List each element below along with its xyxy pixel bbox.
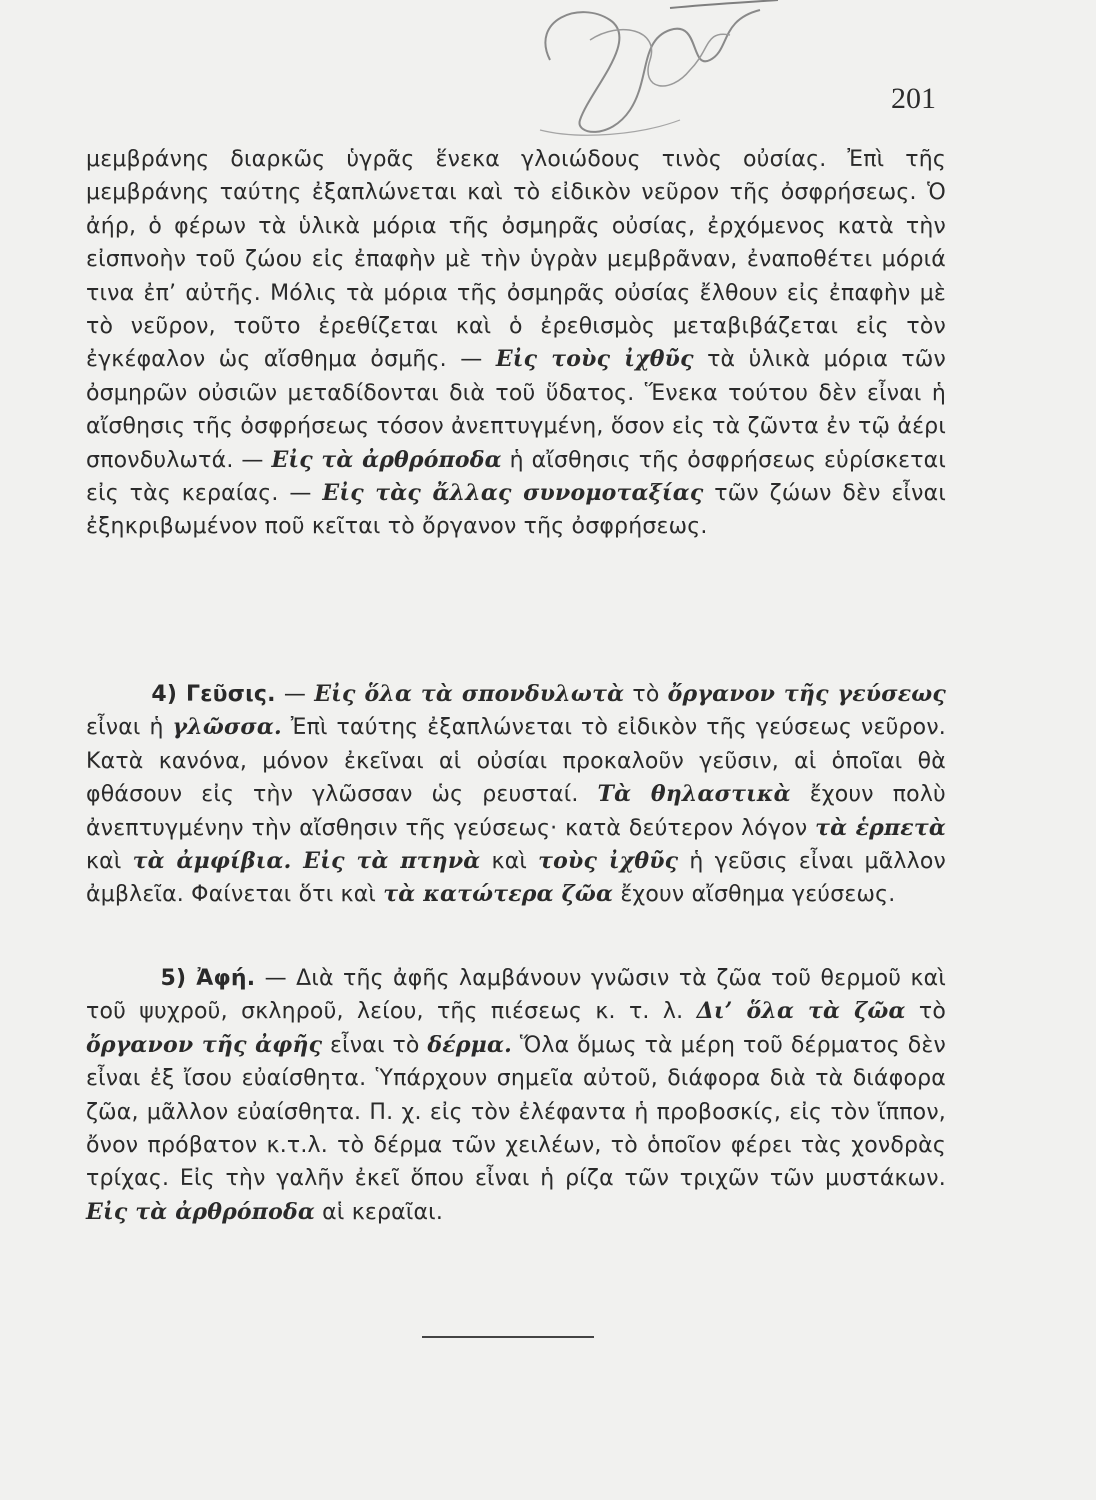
emphasis: Εἰς τὰ ἀρθρόποδα [86, 1198, 315, 1225]
text: μεμβράνης διαρκῶς ὑγρᾶς ἕνεκα γλοιώδους τινὸς οὐσίας. Ἐπὶ τῆς μεμβράνης ταύτης ἐξαπλώνεται καὶ τὸ εἰδικὸν νεῦρον τῆς ὀσφρήσεως. Ὁ ἀήρ, ὁ φέρων τὰ ὑλικὰ μόρια τῆς ὀσμηρᾶς οὐσίας, ἐρχόμενος κατὰ τὴν εἰσπνοὴν τοῦ ζώου εἰς ἐπαφὴν μὲ τὴν ὑγρὰν μεμβρᾶναν, ἐναποθέτει μόριά τινα ἐπ’ αὐτῆς. Μόλις τὰ μόρια τῆς ὀσμηρᾶς οὐσίας ἔλθουν εἰς ἐπαφὴν μὲ τὸ νεῦρον, τοῦτο ἐρεθίζεται καὶ ὁ ἐρεθισμὸς μεταβιβάζεται εἰς τὸν ἐγκέφαλον ὡς αἴσθημα ὀσμῆς. — [86, 147, 946, 373]
emphasis: ὄργανον τῆς ἀφῆς [86, 1031, 323, 1058]
section-heading: 5) Ἀφή. [160, 966, 256, 991]
emphasis: Εἰς ὅλα τὰ σπονδυλωτὰ [314, 681, 625, 707]
emphasis: Δι’ ὅλα τὰ ζῶα [696, 998, 906, 1025]
emphasis: Τὰ θηλαστικὰ [597, 781, 791, 808]
emphasis: τοὺς ἰχθῦς [538, 848, 679, 875]
text: — Διὰ τῆς ἀφῆς λαμβάνουν γνῶσιν τὰ ζῶα τοῦ θερμοῦ καὶ τοῦ ψυχροῦ, σκληροῦ, λείου, τῆς πιέσεως κ. τ. λ. [86, 966, 946, 1025]
emphasis: ὄργανον τῆς γεύσεως [667, 681, 947, 707]
text: καὶ [86, 849, 133, 875]
emphasis: Εἰς τὰ ἀρθρόποδα [271, 446, 502, 473]
text: — [275, 682, 315, 707]
text: τὰ ὑλικὰ μόρια τῶν ὀσμηρῶν οὐσιῶν μεταδίδονται διὰ τοῦ ὕδατος. Ἕνεκα τούτου δὲν εἶναι ἡ αἴσθησις τῆς ὀσφρήσεως τόσον ἀνεπτυγμένη, ὅσον εἰς τὰ ζῶντα ἐν τῷ ἀέρι σπονδυλωτά. — [86, 347, 946, 473]
emphasis: τὰ ἑρπετὰ [815, 814, 946, 841]
emphasis: Εἰς τοὺς ἰχθῦς [495, 346, 694, 373]
text: εἶναι ἡ [86, 715, 173, 741]
text: ἡ αἴσθησις τῆς ὀσφρήσεως εὑρίσκεται εἰς τὰς κεραίας. — [86, 447, 946, 507]
emphasis: τὰ ἀμφίβια. Εἰς τὰ πτηνὰ [132, 848, 481, 875]
text: καὶ [480, 849, 539, 875]
text: ἔχουν αἴσθημα γεύσεως. [613, 882, 896, 908]
text: Ἐπὶ ταύτης ἐξαπλώνεται τὸ εἰδικὸν τῆς γεύσεως νεῦρον. Κατὰ κανόνα, μόνον ἐκεῖναι αἱ οὐσίαι προκαλοῦν γεῦσιν, αἱ ὁποῖαι θὰ φθάσουν εἰς τὴν γλῶσσαν ὡς ρευσταί. [86, 715, 947, 808]
page-number: 201 [891, 82, 936, 115]
section-heading: 4) Γεῦσις. [151, 682, 276, 707]
emphasis: δέρμα. [427, 1031, 512, 1058]
text: τὸ [624, 682, 668, 707]
emphasis: Εἰς τὰς ἄλλας συνομοταξίας [322, 480, 704, 507]
handwritten-signature [520, 0, 780, 150]
end-rule [422, 1336, 594, 1338]
text: αἱ κεραῖαι. [314, 1199, 444, 1225]
text: ἔχουν πολὺ ἀνεπτυγμένην τὴν αἴσθησιν τῆς γεύσεως· κατὰ δεύτερον λόγον [86, 782, 946, 841]
paragraph-smell [86, 143, 946, 544]
emphasis: τὰ κατώτερα ζῶα [383, 881, 614, 908]
emphasis: γλῶσσα. [172, 714, 282, 741]
text: εἶναι τὸ [322, 1032, 428, 1058]
paragraph-taste [86, 678, 946, 912]
text: Ὅλα ὅμως τὰ μέρη τοῦ δέρματος δὲν εἶναι ἐξ ἴσου εὐαίσθητα. Ὑπάρχουν σημεῖα αὐτοῦ, διάφορα διὰ τὰ διάφορα ζῶα, μᾶλλον εὐαίσθητα. Π. χ. εἰς τὸν ἐλέφαντα ἡ προβοσκίς, εἰς τὸν ἵππον, ὄνον πρόβατον κ.τ.λ. τὸ δέρμα τῶν χειλέων, τὸ ὁποῖον φέρει τὰς χονδρὰς τρίχας. Εἰς τὴν γαλῆν ἐκεῖ ὅπου εἶναι ἡ ρίζα τῶν τριχῶν τῶν μυστάκων. [86, 1032, 946, 1192]
text: τῶν ζώων δὲν εἶναι ἐξηκριβωμένον ποῦ κεῖται τὸ ὄργανον τῆς ὀσφρήσεως. [86, 481, 947, 540]
paragraph-touch [86, 962, 946, 1229]
text: τὸ [905, 999, 946, 1025]
text: ἡ γεῦσις εἶναι μᾶλλον ἀμβλεῖα. Φαίνεται ὅτι καὶ [86, 849, 947, 908]
